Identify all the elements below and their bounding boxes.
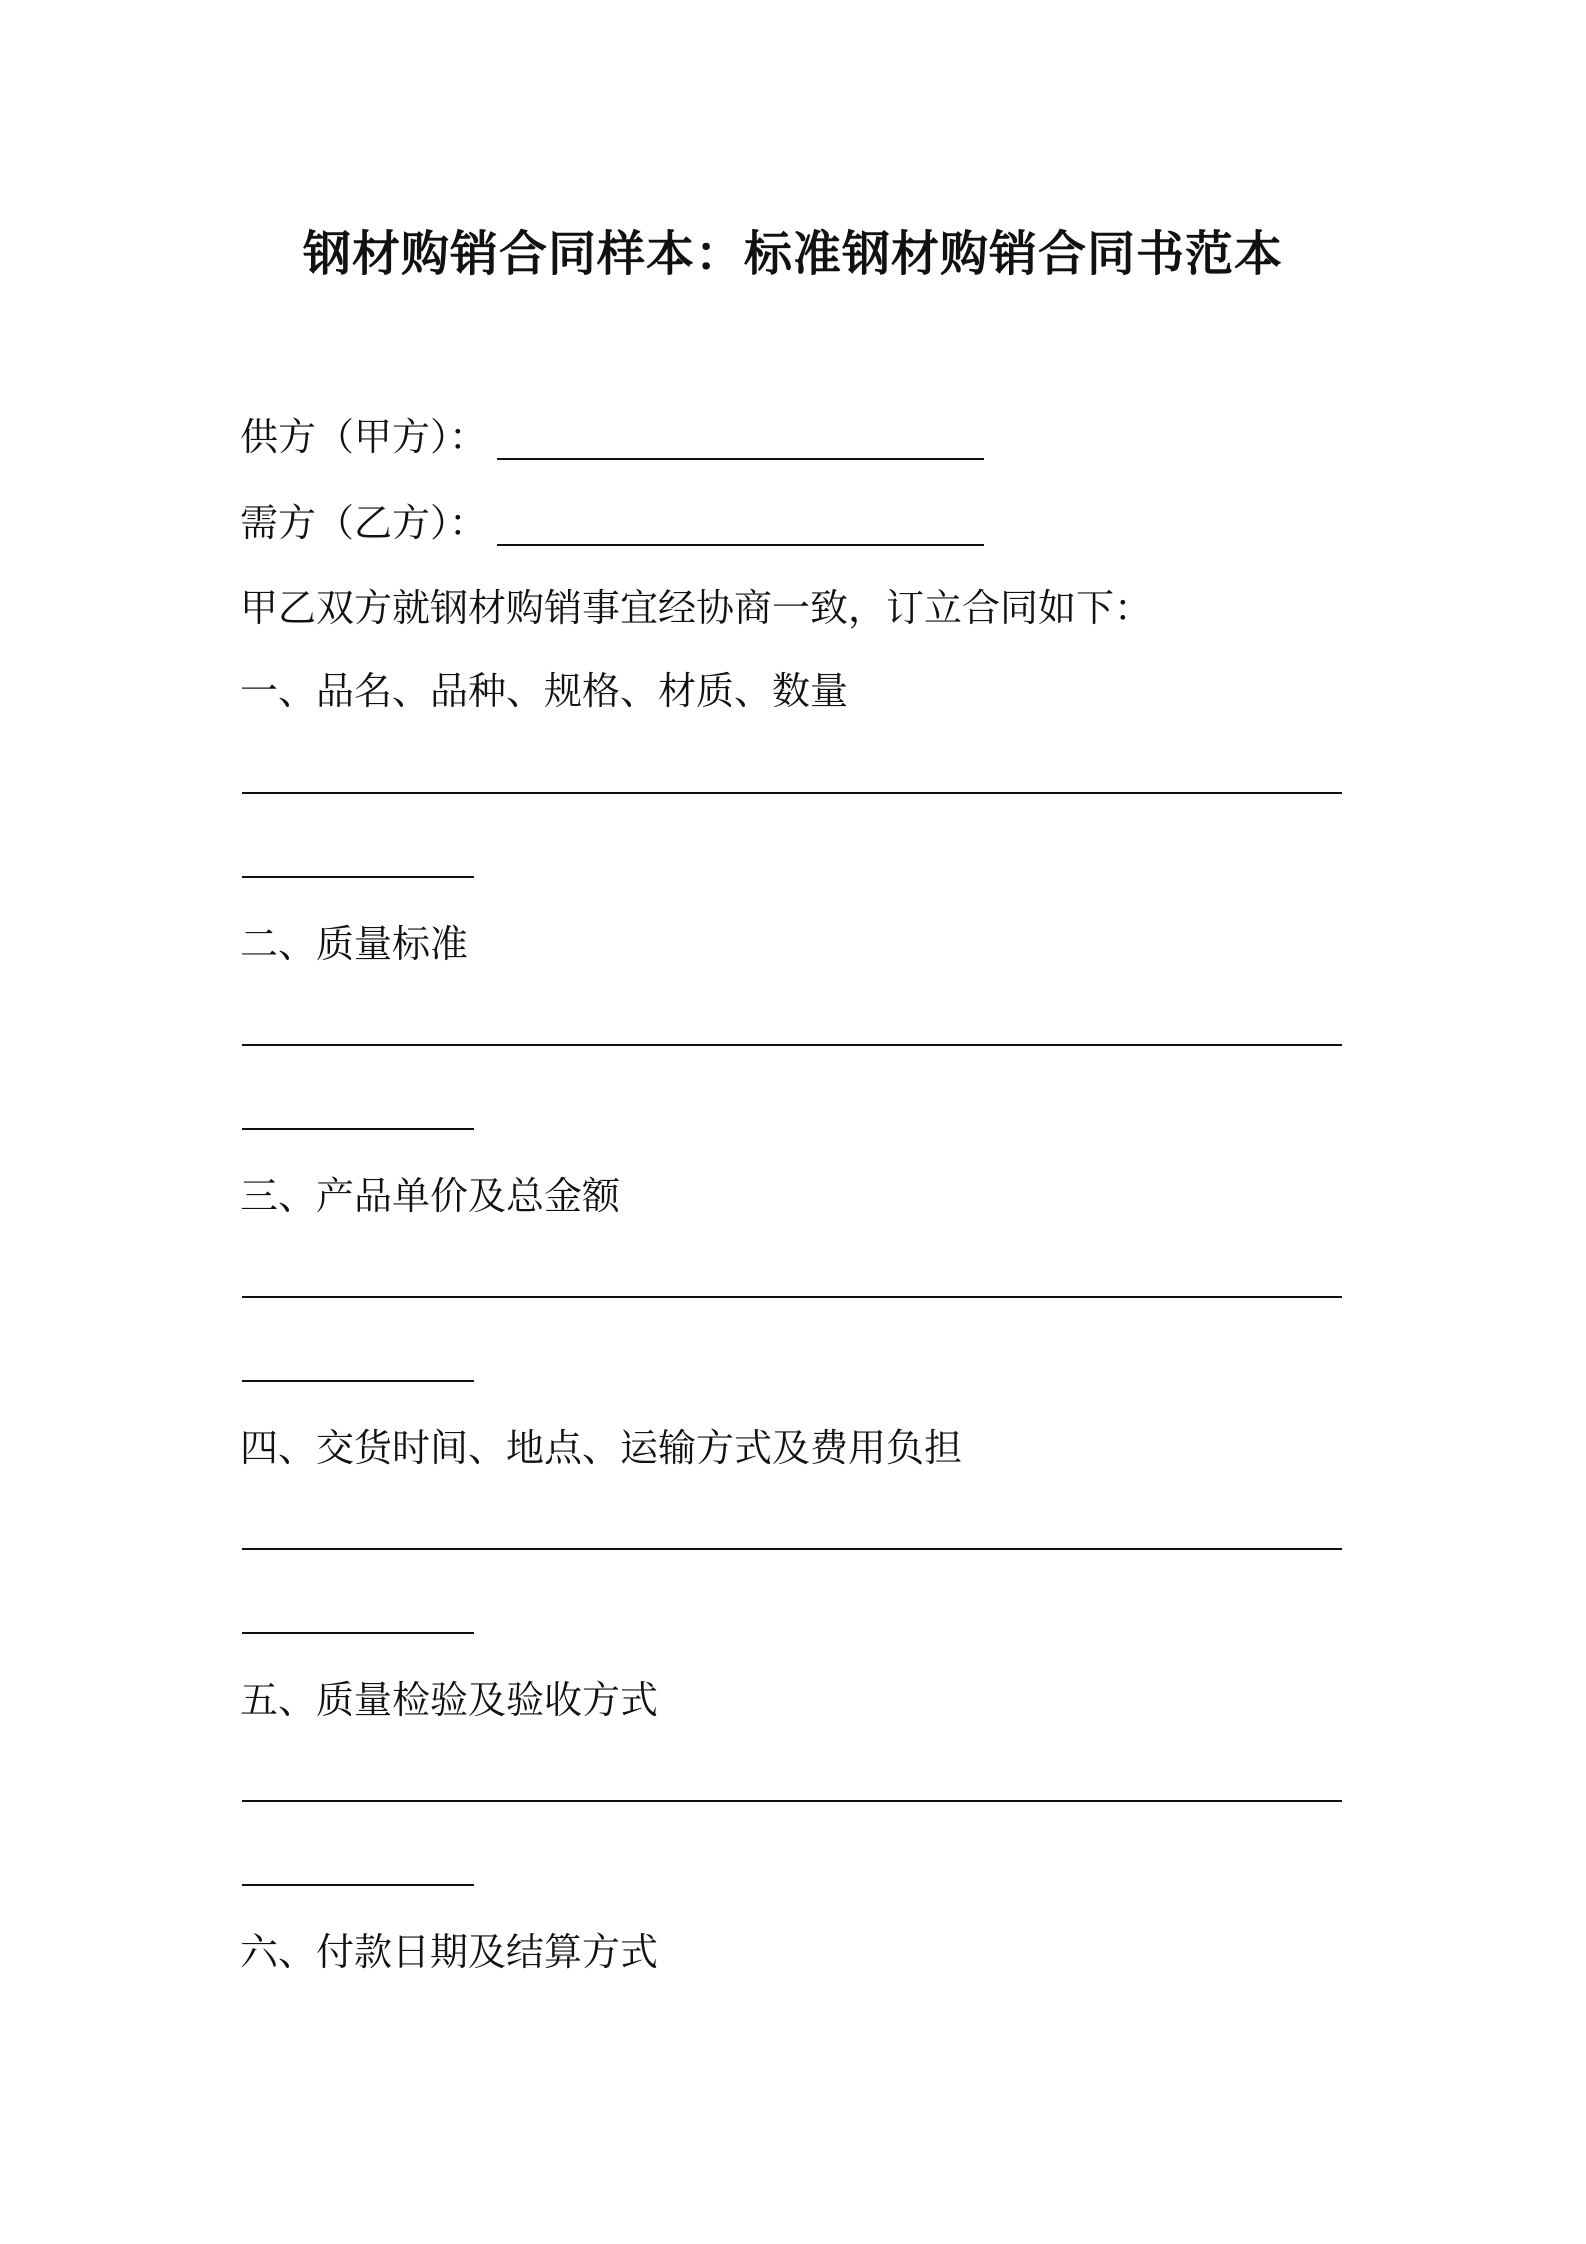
section-3-blank-line-2	[242, 1380, 474, 1382]
section-5-blank-line-2	[242, 1884, 474, 1886]
supplier-blank	[497, 458, 984, 460]
document-title: 钢材购销合同样本：标准钢材购销合同书范本	[302, 226, 1283, 282]
section-1-blank-line-2	[242, 876, 474, 878]
buyer-line	[240, 498, 984, 548]
intro-text: 甲乙双方就钢材购销事宜经协商一致，订立合同如下：	[240, 586, 1153, 630]
section-heading-6: 六、付款日期及结算方式	[240, 1930, 659, 1974]
section-heading-2: 二、质量标准	[240, 922, 469, 966]
section-heading-1: 一、品名、品种、规格、材质、数量	[240, 669, 849, 713]
section-3-blank-line-1	[242, 1296, 1342, 1298]
buyer-label: 需方（乙方）：	[240, 501, 488, 545]
section-2-blank-line-2	[242, 1128, 474, 1130]
section-2-blank-line-1	[242, 1044, 1342, 1046]
section-5-blank-line-1	[242, 1800, 1342, 1802]
supplier-label: 供方（甲方）：	[240, 415, 488, 459]
section-4-blank-line-2	[242, 1632, 474, 1634]
section-heading-3: 三、产品单价及总金额	[240, 1174, 621, 1218]
section-heading-5: 五、质量检验及验收方式	[240, 1678, 659, 1722]
section-1-blank-line-1	[242, 792, 1342, 794]
buyer-blank	[497, 544, 984, 546]
section-4-blank-line-1	[242, 1548, 1342, 1550]
section-heading-4: 四、交货时间、地点、运输方式及费用负担	[240, 1426, 963, 1470]
supplier-line	[240, 412, 984, 462]
